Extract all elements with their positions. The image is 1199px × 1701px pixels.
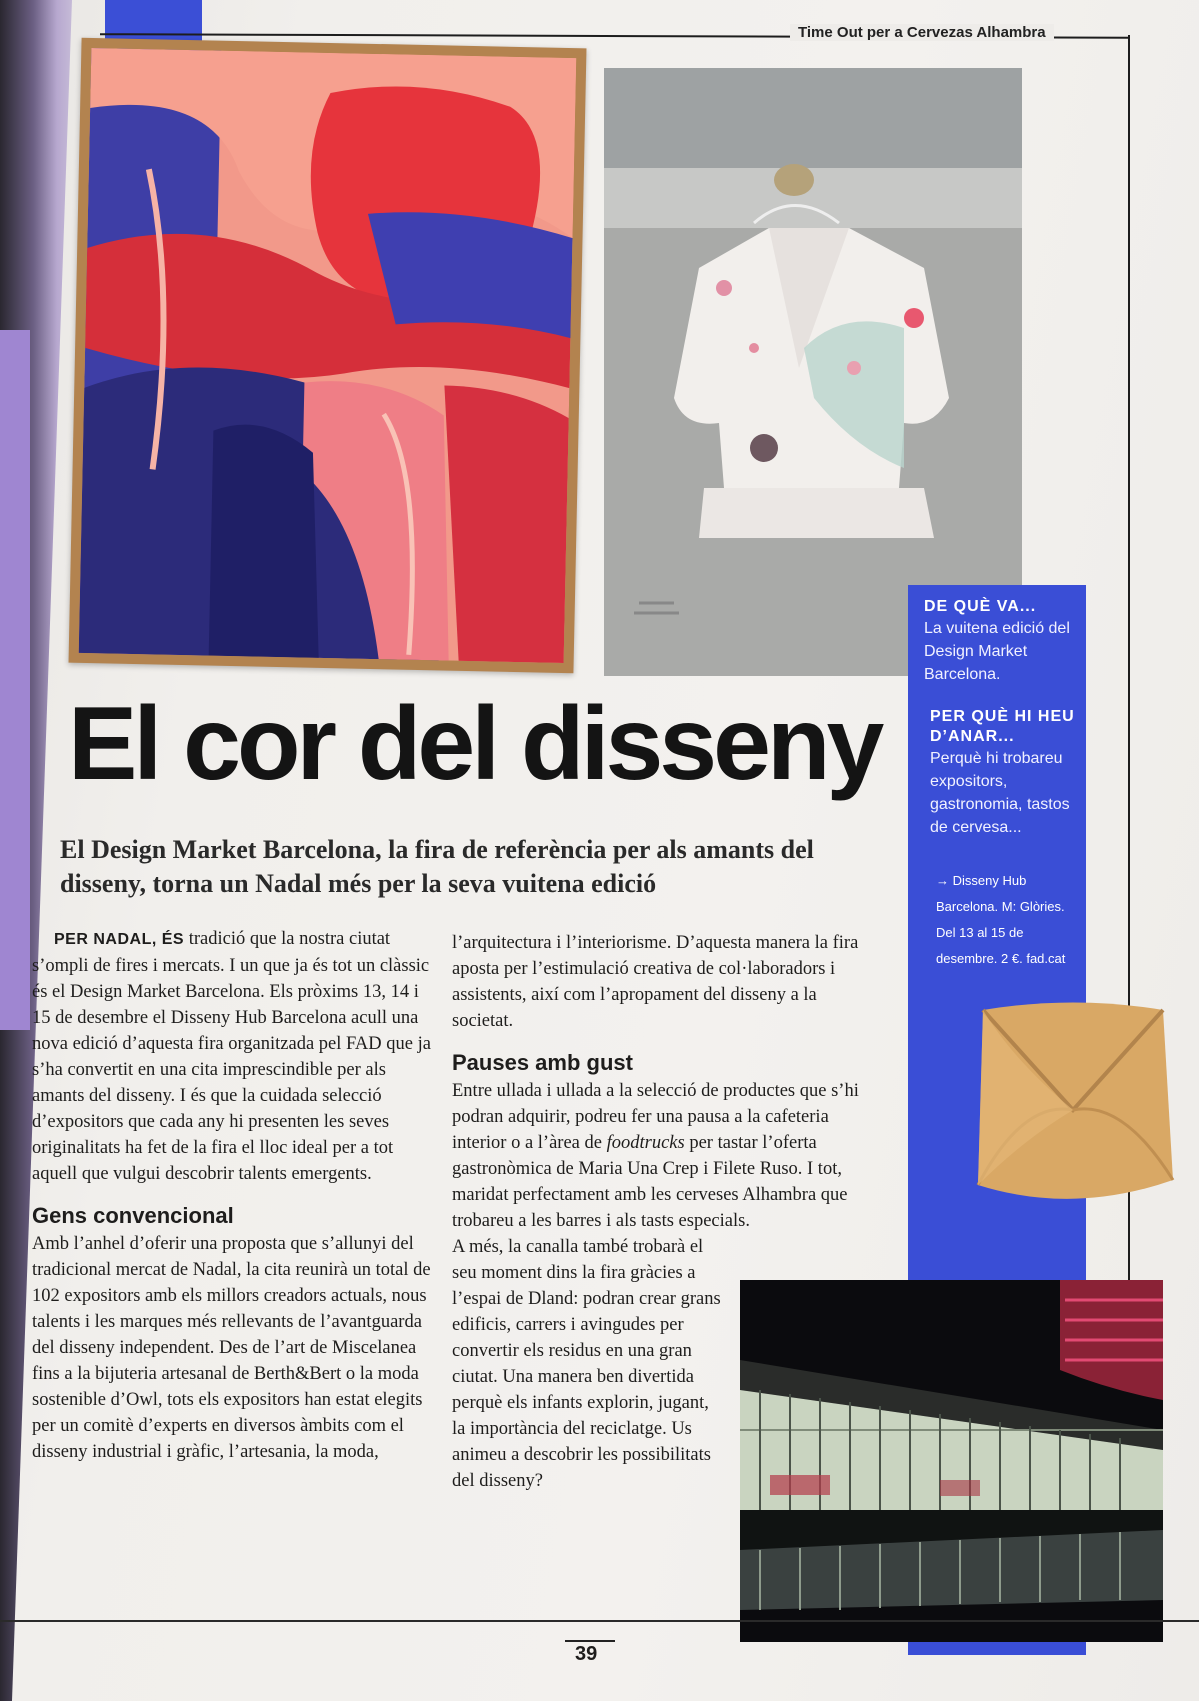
bag-graphic xyxy=(963,990,1183,1220)
paragraph-continuation: l’arquitectura i l’interiorisme. D’aquesta manera la fira aposta per l’estimulació creativa de col·laboradors i assistents, així com l’apropament del disseny a la societat. xyxy=(452,933,859,1031)
article-title: El cor del disseny xyxy=(68,686,881,802)
sidebar-question-why: PER QUÈ HI HEU D’ANAR... xyxy=(930,708,1075,745)
footer-rule xyxy=(0,1620,1199,1622)
intro-paragraph xyxy=(32,926,437,1187)
intro-text: tradició que la nostra ciutat s’ompli de fires i mercats. I un que ja és tot un clàssic és el Design Market Barcelona. Els pròxims 13, 14 i 15 de desembre el Disseny Hub Barcelona acull una nova edició d’aquesta fira organitzada pel FAD que ja s’ha convertit en una cita imprescindible per als amants del disseny. I és que la cuidada selecció d’expositors que cada any hi presenten les seves originalitats ha fet de la fira el lloc ideal per a tot aquell que vulgui descobrir talents emergents. xyxy=(32,929,431,1184)
article-lede: El Design Market Barcelona, la fira de referència per als amants del disseny, torna un Nadal més per la seva vuitena edició xyxy=(60,835,814,898)
abstract-artwork-image xyxy=(69,38,587,673)
previous-page-strip xyxy=(0,330,30,1030)
intro-lead-caps: PER NADAL, ÉS xyxy=(54,931,185,948)
page-number: 39 xyxy=(575,1643,598,1665)
sidebar-event-info: → Disseny Hub Barcelona. M: Glòries. Del 13 al 15 de desembre. 2 €. fad.cat xyxy=(936,873,1066,966)
subhead-pauses-amb-gust: Pauses amb gust xyxy=(452,1050,633,1075)
sidebar-question-what: DE QUÈ VA... xyxy=(924,598,1037,615)
sidebar-section-what xyxy=(924,597,1084,686)
paragraph-pauses-part-b: per tastar l’oferta gastronòmica de Maria Una Crep i Filete Ruso. I tot, maridat perfectament amb les cerveses Alhambra que trobareu a les barres i als tasts especials. xyxy=(452,1133,848,1231)
paragraph-gens-convencional: Amb l’anhel d’oferir una proposta que s’allunyi del tradicional mercat de Nadal, la cita reunirà un total de 102 expositors amb els millors creadors actuals, nous talents i les marques més rellevants de l’avantguarda del disseny independent. Des de l’art de Miscelanea fins a la bijuteria artesanal de Berth&Bert o la moda sostenible d’Owl, tots els expositors han estat elegits per un comitè d’experts en diversos àmbits com el disseny industrial i gràfic, l’artesania, la moda, xyxy=(32,1234,431,1462)
building-graphic xyxy=(740,1280,1163,1642)
abstract-artwork-graphic xyxy=(79,48,577,663)
sidebar-answer-what: La vuitena edició del Design Market Barcelona. xyxy=(924,620,1070,683)
paragraph-pauses xyxy=(452,1078,872,1234)
text-column-1 xyxy=(32,926,437,1465)
page-number-rule xyxy=(565,1640,615,1642)
sponsor-header: Time Out per a Cervezas Alhambra xyxy=(790,24,1054,41)
paragraph-dland: A més, la canalla també trobarà el seu moment dins la fira gràcies a l’espai de Dland: podran crear grans edificis, carrers i avingudes per convertir els residus en una gran ciutat. Una manera ben divertida perquè els infants explorin, jugant, la importància del reciclatge. Us animeu a descobrir les possibilitats del disseny? xyxy=(452,1237,721,1491)
disseny-hub-night-photo xyxy=(740,1280,1163,1642)
subhead-gens-convencional: Gens convencional xyxy=(32,1203,234,1228)
sidebar-answer-why: Perquè hi trobareu expositors, gastronomia, tastos de cervesa... xyxy=(930,750,1070,836)
paragraph-pauses-part-a: Entre ullada i ullada a la selecció de productes que s’hi podran adquirir, podreu fer una pausa a la cafeteria interior o a l’àrea de xyxy=(452,1081,859,1153)
sidebar-section-why xyxy=(930,707,1080,839)
leather-bag-photo xyxy=(963,990,1183,1220)
foodtrucks-italic: foodtrucks xyxy=(606,1133,685,1153)
